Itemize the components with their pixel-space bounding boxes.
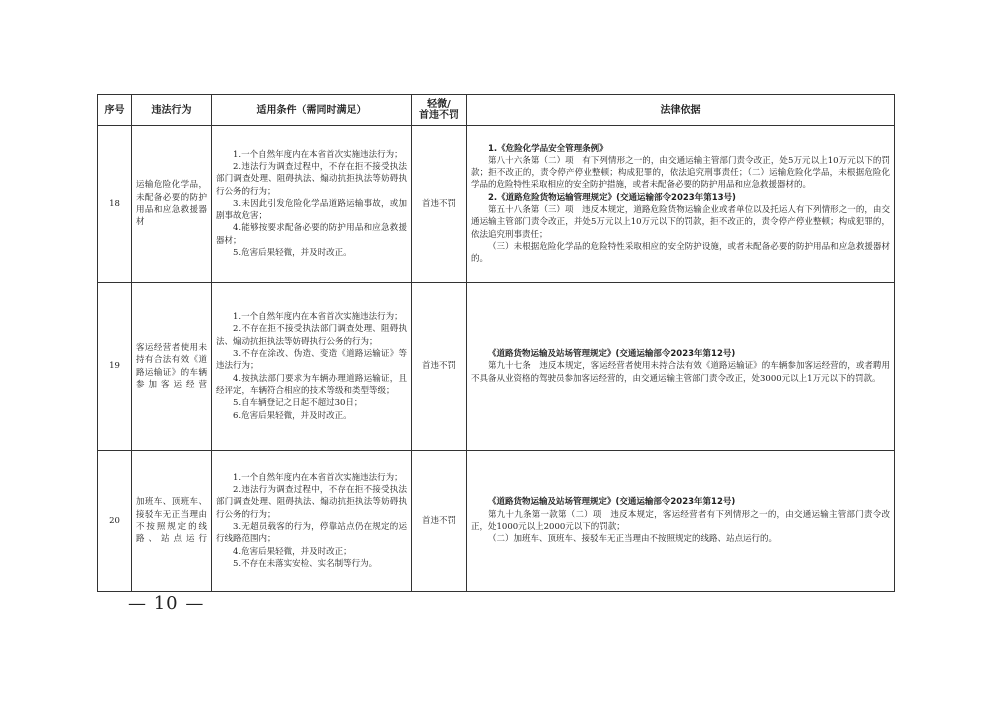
row-act: 运输危险化学品，未配备必要的防护用品和应急救援器材 [132,126,212,283]
condition-item: 3.未因此引发危险化学品道路运输事故，或加剧事故危害； [216,198,407,222]
basis-line: 第九十七条 违反本规定，客运经营者使用未持合法有效《道路运输证》的车辆参加客运经营的，或者聘用不具备从业资格的驾驶员参加客运经营的，由交通运输主管部门责令改正，处3000元以上1万元以下的罚款。 [471,361,890,384]
header-row [98,95,895,126]
condition-item: 1.一个自然年度内在本省首次实施违法行为； [233,149,403,160]
condition-item: 6.危害后果轻微，并及时改正。 [233,410,352,421]
condition-item: 3.无超员载客的行为，停靠站点仍在规定的运行线路范围内； [216,522,407,545]
row-conditions [212,451,412,592]
row-penalty: 首违不罚 [412,126,467,283]
row-penalty: 首违不罚 [412,451,467,592]
row-act: 加班车、顶班车、接驳车无正当理由不按照规定的线路、站点运行 [132,451,212,592]
row-basis [467,283,895,451]
row-seq: 19 [98,283,132,451]
header-penalty-line1: 轻微/ [427,99,451,110]
header-penalty [412,95,467,126]
table-row [98,451,895,592]
condition-item: 1.一个自然年度内在本省首次实施违法行为； [233,472,403,483]
table-row [98,126,895,283]
condition-item: 2.违法行为调查过程中，不存在拒不接受执法部门调查处理、阻碍执法、煽动抗拒执法等妨碍执行公务的行为； [216,161,407,197]
header-seq: 序号 [98,95,132,126]
page-number: — 10 — [128,593,205,614]
row-act: 客运经营者使用未持有合法有效《道路运输证》的车辆参加客运经营 [132,283,212,451]
condition-item: 3.不存在涂改、伪造、变造《道路运输证》等违法行为； [216,349,407,372]
header-conditions: 适用条件（需同时满足） [212,95,412,126]
header-basis: 法律依据 [467,95,895,126]
row-basis [467,126,895,283]
row-basis [467,451,895,592]
row-penalty: 首违不罚 [412,283,467,451]
basis-line: 第九十九条第一款第（二）项 违反本规定，客运经营者有下列情形之一的，由交通运输主管部门责令改正，处1000元以上2000元以下的罚款； [471,509,890,532]
condition-item: 2.违法行为调查过程中，不存在拒不接受执法部门调查处理、阻碍执法、煽动抗拒执法等妨碍执行公务的行为； [216,485,407,520]
basis-title: 《道路货物运输及站场管理规定》(交通运输部令2023年第12号) [488,497,736,508]
basis-title: 1.《危险化学品安全管理条例》 [488,143,608,154]
basis-line: （二）加班车、顶班车、接驳车无正当理由不按照规定的线路、站点运行的。 [488,534,778,545]
basis-line: 第五十八条第（三）项 违反本规定，道路危险货物运输企业或者单位以及托运人有下列情形之一的，由交通运输主管部门责令改正，并处5万元以上10万元以下的罚款，拒不改正的，责令停产停业整顿；构成犯罪的，依法追究刑事责任； [471,205,890,240]
basis-line: 第八十六条第（二）项 有下列情形之一的，由交通运输主管部门责令改正，处5万元以上10万元以下的罚款；拒不改正的，责令停产停业整顿；构成犯罪的，依法追究刑事责任；（二）运输危险化学品，未根据危险化学品的危险特性采取相应的安全防护措施，或者未配备必要的防护用品和应急救援器材的。 [471,155,890,191]
row-conditions [212,283,412,451]
condition-item: 1.一个自然年度内在本省首次实施违法行为； [233,312,403,323]
header-act: 违法行为 [132,95,212,126]
condition-item: 4.危害后果轻微，并及时改正； [233,546,352,557]
basis-line: （三）未根据危险化学品的危险特性采取相应的安全防护设施，或者未配备必要的防护用品和应急救援器材的。 [471,241,890,265]
header-penalty-line2: 首违不罚 [419,110,459,121]
row-seq: 18 [98,126,132,283]
condition-item: 4.按执法部门要求为车辆办理道路运输证，且经评定，车辆符合相应的技术等级和类型等级； [216,373,407,396]
condition-item: 2.不存在拒不接受执法部门调查处理、阻碍执法、煽动抗拒执法等妨碍执行公务的行为； [216,324,407,347]
basis-title: 《道路货物运输及站场管理规定》(交通运输部令2023年第12号) [488,349,736,360]
law-table [97,94,895,592]
condition-item: 5.不存在未落实安检、实名制等行为。 [233,558,378,569]
basis-title: 2.《道路危险货物运输管理规定》(交通运输部令2023年第13号) [488,192,736,203]
row-conditions [212,126,412,283]
condition-item: 5.危害后果轻微，并及时改正。 [233,248,352,259]
condition-item: 4.能够按要求配备必要的防护用品和应急救援器材； [216,223,407,246]
row-seq: 20 [98,451,132,592]
table-row [98,283,895,451]
condition-item: 5.自车辆登记之日起不超过30日； [233,398,363,409]
